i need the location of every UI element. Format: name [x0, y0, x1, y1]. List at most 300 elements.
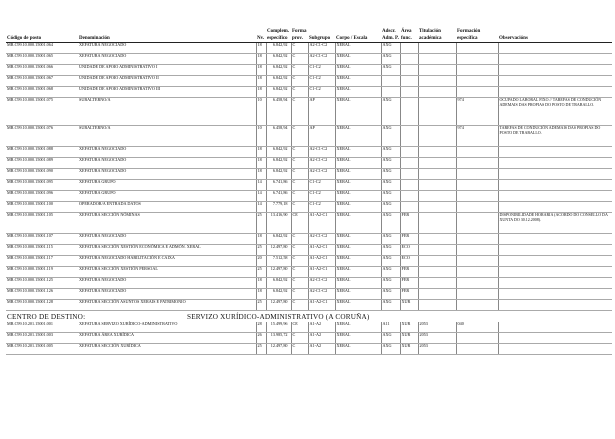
row-area: FER: [400, 213, 418, 234]
row-notes: [498, 180, 612, 191]
row-training: [456, 289, 498, 300]
table-row: [6, 65, 612, 76]
row-subgroup: A2-C1-C2: [308, 278, 335, 289]
row-body: XERAL: [335, 322, 381, 333]
row-name: XEFATURA SECCIÓN XURÍDICA: [78, 343, 256, 354]
row-subgroup: C1-C2: [308, 76, 335, 87]
row-notes: [498, 158, 612, 169]
row-area: [400, 65, 418, 76]
row-code: MR.C99.10.201.15001.005: [6, 343, 78, 354]
row-code: MR.C99.10.000.15001.096: [6, 191, 78, 202]
row-body: XERAL: [335, 169, 381, 180]
row-area: XUR: [400, 300, 418, 311]
header-training-top: Formación: [457, 29, 481, 34]
row-complement: 6.741,86: [266, 180, 291, 191]
row-admin: AXG: [381, 202, 400, 213]
row-name: XEFATURA NEGOCIADO: [78, 234, 256, 245]
row-code: MR.C99.10.000.15001.076: [6, 126, 78, 147]
row-notes: [498, 191, 612, 202]
row-code: MR.C99.10.000.15001.128: [6, 300, 78, 311]
row-body: XERAL: [335, 43, 381, 54]
row-name: XEFATURA SERVIZO XURÍDICO-ADMINISTRATIVO: [78, 322, 256, 333]
row-complement: 6.842,92: [266, 87, 291, 98]
row-subgroup: AP: [308, 126, 335, 147]
row-notes: [498, 322, 612, 333]
table-row: [6, 256, 612, 267]
row-form: C: [291, 300, 308, 311]
row-name: OPERADOR/A ENTRADA DATOS: [78, 202, 256, 213]
table-row: [6, 191, 612, 202]
row-training: [456, 278, 498, 289]
row-level: 26: [256, 332, 266, 343]
row-notes: [498, 343, 612, 354]
row-admin: AXG: [381, 213, 400, 234]
table-row: [6, 343, 612, 354]
row-training: [456, 202, 498, 213]
table-body-main: [6, 43, 612, 311]
row-area: [400, 98, 418, 126]
row-body: XERAL: [335, 65, 381, 76]
row-complement: 12.497,80: [266, 267, 291, 278]
row-admin: AXG: [381, 267, 400, 278]
row-degree: [418, 245, 456, 256]
positions-table: [6, 28, 612, 355]
row-name: XEFATURA NEGOCIADO HABILITACIÓN E CAIXA: [78, 256, 256, 267]
row-notes: [498, 300, 612, 311]
row-admin: AXG: [381, 191, 400, 202]
row-training: 974: [456, 126, 498, 147]
row-body: XERAL: [335, 213, 381, 234]
row-code: MR.C99.10.000.15001.095: [6, 180, 78, 191]
row-form: CE: [291, 322, 308, 333]
row-form: C: [291, 169, 308, 180]
row-subgroup: A1-A2-C1: [308, 213, 335, 234]
row-level: 18: [256, 158, 266, 169]
header-complement-bottom: específico: [266, 35, 291, 43]
row-form: CE: [291, 213, 308, 234]
row-name: XEFATURA SECCIÓN XESTIÓN PERSOAL: [78, 267, 256, 278]
row-level: 25: [256, 300, 266, 311]
row-level: 18: [256, 87, 266, 98]
row-admin: A11: [381, 322, 400, 333]
table-row: [6, 289, 612, 300]
table-row: [6, 43, 612, 54]
row-degree: [418, 180, 456, 191]
row-body: XERAL: [335, 300, 381, 311]
row-level: 25: [256, 343, 266, 354]
row-area: [400, 147, 418, 158]
header-body: Corpo / Escala: [335, 35, 381, 43]
row-subgroup: A1-A2-C1: [308, 256, 335, 267]
row-code: MR.C99.10.201.15001.001: [6, 322, 78, 333]
table-row: [6, 245, 612, 256]
row-area: FER: [400, 289, 418, 300]
table-row: [6, 98, 612, 126]
row-name: XEFATURA SECCIÓN XESTIÓN ECONÓMICA E ADMÓN. XERAL: [78, 245, 256, 256]
row-code: MR.C99.10.000.15001.075: [6, 98, 78, 126]
row-body: XERAL: [335, 245, 381, 256]
row-area: [400, 87, 418, 98]
row-level: 18: [256, 54, 266, 65]
row-level: 18: [256, 76, 266, 87]
row-notes: [498, 289, 612, 300]
row-training: [456, 65, 498, 76]
table-row: [6, 278, 612, 289]
row-subgroup: AP: [308, 98, 335, 126]
row-body: XERAL: [335, 289, 381, 300]
row-code: MR.C99.10.000.15001.125: [6, 278, 78, 289]
row-area: FER: [400, 278, 418, 289]
row-admin: AXG: [381, 65, 400, 76]
row-code: MR.C99.10.000.15001.065: [6, 54, 78, 65]
row-subgroup: C1-C2: [308, 191, 335, 202]
row-code: MR.C99.10.000.15001.088: [6, 147, 78, 158]
row-notes: [498, 234, 612, 245]
row-body: XERAL: [335, 278, 381, 289]
centre-label: CENTRO DE DESTINO:: [7, 313, 86, 321]
row-admin: AXG: [381, 43, 400, 54]
row-subgroup: A1-A2-C1: [308, 267, 335, 278]
row-body: XERAL: [335, 98, 381, 126]
row-subgroup: C1-C2: [308, 180, 335, 191]
row-subgroup: A1-A2: [308, 343, 335, 354]
row-name: XEFATURA SECCIÓN NÓMINAS: [78, 213, 256, 234]
row-subgroup: A1-A2-C1: [308, 300, 335, 311]
row-degree: [418, 169, 456, 180]
row-area: XUR: [400, 332, 418, 343]
row-code: MR.C99.10.000.15001.067: [6, 76, 78, 87]
row-form: C: [291, 267, 308, 278]
row-degree: [418, 300, 456, 311]
table-header: [6, 28, 612, 43]
row-form: C: [291, 180, 308, 191]
row-subgroup: A2-C1-C2: [308, 147, 335, 158]
row-training: [456, 256, 498, 267]
table-row: [6, 213, 612, 234]
row-code: MR.C99.10.000.15001.115: [6, 245, 78, 256]
row-name: XEFATURA GRUPO: [78, 180, 256, 191]
row-level: 10: [256, 98, 266, 126]
row-code: MR.C99.10.000.15001.100: [6, 202, 78, 213]
row-area: [400, 158, 418, 169]
row-training: [456, 267, 498, 278]
row-form: C: [291, 65, 308, 76]
row-training: [456, 43, 498, 54]
row-degree: [418, 256, 456, 267]
row-notes: [498, 147, 612, 158]
row-training: [456, 158, 498, 169]
row-area: FER: [400, 234, 418, 245]
row-body: XERAL: [335, 180, 381, 191]
row-degree: [418, 126, 456, 147]
row-name: XEFATURA NEGOCIADO: [78, 289, 256, 300]
row-degree: [418, 158, 456, 169]
row-complement: 6.842,92: [266, 169, 291, 180]
row-notes: [498, 267, 612, 278]
row-complement: 6.458,94: [266, 98, 291, 126]
row-admin: AXG: [381, 343, 400, 354]
row-admin: AXG: [381, 54, 400, 65]
row-admin: AXG: [381, 245, 400, 256]
row-level: 18: [256, 169, 266, 180]
row-form: C: [291, 343, 308, 354]
row-degree: [418, 267, 456, 278]
row-complement: 6.842,92: [266, 158, 291, 169]
row-admin: AXG: [381, 289, 400, 300]
row-code: MR.C99.10.000.15001.107: [6, 234, 78, 245]
row-area: [400, 202, 418, 213]
row-degree: [418, 278, 456, 289]
row-form: C: [291, 289, 308, 300]
row-subgroup: A2-C1-C2: [308, 54, 335, 65]
row-name: XEFATURA NEGOCIADO: [78, 43, 256, 54]
table-row: [6, 300, 612, 311]
row-form: C: [291, 87, 308, 98]
row-body: XERAL: [335, 87, 381, 98]
row-name: SUBALTERNO/A: [78, 98, 256, 126]
row-notes: [498, 43, 612, 54]
row-level: 18: [256, 43, 266, 54]
row-code: MR.C99.10.000.15001.126: [6, 289, 78, 300]
row-notes: [498, 76, 612, 87]
header-name: Denominación: [78, 35, 256, 43]
row-form: C: [291, 202, 308, 213]
header-form-top: Forma: [292, 29, 307, 34]
row-code: MR.C99.10.000.15001.066: [6, 65, 78, 76]
row-degree: [418, 76, 456, 87]
table-row: [6, 234, 612, 245]
row-subgroup: A2-C1-C2: [308, 43, 335, 54]
row-area: [400, 54, 418, 65]
row-code: MR.C99.10.000.15001.064: [6, 43, 78, 54]
row-complement: 6.842,92: [266, 234, 291, 245]
header-admin-bottom: Adm. P.: [382, 36, 399, 41]
row-admin: AXG: [381, 147, 400, 158]
row-subgroup: C1-C2: [308, 87, 335, 98]
row-admin: AXG: [381, 234, 400, 245]
row-area: [400, 169, 418, 180]
row-subgroup: A2-C1-C2: [308, 289, 335, 300]
row-notes: [498, 169, 612, 180]
row-form: C: [291, 43, 308, 54]
row-level: 18: [256, 234, 266, 245]
table-row: [6, 267, 612, 278]
row-name: XEFATURA NEGOCIADO: [78, 54, 256, 65]
row-area: XUR: [400, 322, 418, 333]
row-degree: [418, 43, 456, 54]
row-area: [400, 191, 418, 202]
header-level: Nv.: [257, 36, 265, 41]
row-admin: AXG: [381, 256, 400, 267]
row-admin: [381, 87, 400, 98]
header-area-bottom: func.: [400, 35, 418, 43]
row-form: C: [291, 191, 308, 202]
row-code: MR.C99.10.000.15001.119: [6, 267, 78, 278]
row-level: 18: [256, 147, 266, 158]
row-notes: [498, 278, 612, 289]
table-row: [6, 158, 612, 169]
row-complement: 13.985,72: [266, 332, 291, 343]
row-subgroup: A1-A2-C1: [308, 245, 335, 256]
row-subgroup: A1-A2: [308, 332, 335, 343]
row-body: XERAL: [335, 267, 381, 278]
row-code: MR.C99.10.000.15001.090: [6, 169, 78, 180]
row-area: [400, 43, 418, 54]
row-name: UNIDADE DE APOIO ADMINISTRATIVO III: [78, 87, 256, 98]
row-body: XERAL: [335, 191, 381, 202]
row-subgroup: A2-C1-C2: [308, 169, 335, 180]
row-form: C: [291, 278, 308, 289]
header-area-top: Área: [401, 29, 412, 34]
row-name: XEFATURA SECCIÓN ASUNTOS XERAIS E PATRIMONIO: [78, 300, 256, 311]
row-level: 18: [256, 289, 266, 300]
row-level: 18: [256, 278, 266, 289]
row-form: C: [291, 76, 308, 87]
row-notes: [498, 256, 612, 267]
row-complement: 6.842,92: [266, 65, 291, 76]
header-admin-top: Adscr.: [382, 29, 396, 34]
table-row: [6, 54, 612, 65]
row-subgroup: C1-C2: [308, 65, 335, 76]
row-degree: [418, 191, 456, 202]
row-body: XERAL: [335, 202, 381, 213]
row-name: XEFATURA GRUPO: [78, 191, 256, 202]
row-form: C: [291, 332, 308, 343]
row-degree: [418, 289, 456, 300]
row-body: XERAL: [335, 256, 381, 267]
row-admin: [381, 76, 400, 87]
row-complement: 6.842,92: [266, 54, 291, 65]
row-training: [456, 87, 498, 98]
row-form: C: [291, 245, 308, 256]
row-form: C: [291, 126, 308, 147]
row-admin: AXG: [381, 278, 400, 289]
row-training: [456, 234, 498, 245]
row-admin: AXG: [381, 98, 400, 126]
row-subgroup: A1-A2: [308, 322, 335, 333]
row-complement: 6.842,92: [266, 289, 291, 300]
row-degree: [418, 213, 456, 234]
row-notes: [498, 202, 612, 213]
row-name: UNIDADE DE APOIO ADMINISTRATIVO II: [78, 76, 256, 87]
row-complement: 15.499,96: [266, 322, 291, 333]
row-notes: [498, 54, 612, 65]
row-notes: [498, 87, 612, 98]
header-subgroup: Subgrupo: [308, 35, 335, 43]
row-complement: 12.497,80: [266, 300, 291, 311]
row-complement: 6.842,92: [266, 76, 291, 87]
row-training: [456, 343, 498, 354]
row-code: MR.C99.10.000.15001.089: [6, 158, 78, 169]
table-row: [6, 202, 612, 213]
row-area: ECO: [400, 245, 418, 256]
row-body: XERAL: [335, 76, 381, 87]
row-level: 25: [256, 213, 266, 234]
row-body: XERAL: [335, 332, 381, 343]
row-notes: OCUPADO LABORAL FIXO // TAREFAS DE CONDUCIÓN ADEMAIS DAS PROPIAS DO POSTO DE TRABALLO.: [498, 98, 612, 126]
row-training: [456, 245, 498, 256]
row-name: XEFATURA NEGOCIADO: [78, 278, 256, 289]
row-training: [456, 76, 498, 87]
row-training: [456, 213, 498, 234]
row-degree: [418, 202, 456, 213]
row-training: [456, 147, 498, 158]
table-row: [6, 180, 612, 191]
row-level: 28: [256, 322, 266, 333]
row-body: XERAL: [335, 234, 381, 245]
row-subgroup: C1-C2: [308, 202, 335, 213]
row-form: C: [291, 158, 308, 169]
row-level: 14: [256, 180, 266, 191]
row-body: XERAL: [335, 147, 381, 158]
row-degree: [418, 98, 456, 126]
row-form: C: [291, 234, 308, 245]
row-notes: [498, 65, 612, 76]
table-row: [6, 332, 612, 343]
row-level: 14: [256, 191, 266, 202]
row-notes: [498, 245, 612, 256]
table-row: [6, 126, 612, 147]
row-name: XEFATURA NEGOCIADO: [78, 169, 256, 180]
row-admin: AXG: [381, 126, 400, 147]
row-name: XEFATURA NEGOCIADO: [78, 147, 256, 158]
header-training-bottom: específica: [456, 35, 498, 43]
header-degree-top: Titulación: [419, 29, 441, 34]
row-name: XEFATURA NEGOCIADO: [78, 158, 256, 169]
row-subgroup: A2-C1-C2: [308, 158, 335, 169]
row-notes: TAREFAS DE CONDUCIÓN ADEMAIS DAS PROPIAS DO POSTO DE TRABALLO.: [498, 126, 612, 147]
row-notes: [498, 332, 612, 343]
table-row: [6, 87, 612, 98]
row-degree: [418, 87, 456, 98]
row-name: SUBALTERNO/A: [78, 126, 256, 147]
row-complement: 12.497,80: [266, 245, 291, 256]
table-row: [6, 169, 612, 180]
row-complement: 12.497,80: [266, 343, 291, 354]
row-complement: 6.741,86: [266, 191, 291, 202]
row-admin: AXG: [381, 158, 400, 169]
row-admin: AXG: [381, 300, 400, 311]
row-training: [456, 54, 498, 65]
row-training: [456, 169, 498, 180]
row-body: XERAL: [335, 343, 381, 354]
row-subgroup: A2-C1-C2: [308, 234, 335, 245]
row-level: 25: [256, 267, 266, 278]
row-area: [400, 180, 418, 191]
row-form: C: [291, 147, 308, 158]
row-training: [456, 332, 498, 343]
row-level: 10: [256, 126, 266, 147]
header-form-bottom: prov.: [291, 35, 308, 43]
row-form: C: [291, 256, 308, 267]
table-row: [6, 76, 612, 87]
centre-name: SERVIZO XURÍDICO-ADMINISTRATIVO (A CORUÑA): [187, 313, 370, 321]
header-degree-bottom: académica: [418, 35, 456, 43]
row-complement: 6.842,92: [266, 147, 291, 158]
row-degree: 2053: [418, 322, 456, 333]
row-form: C: [291, 54, 308, 65]
row-area: XUR: [400, 343, 418, 354]
row-admin: AXG: [381, 169, 400, 180]
row-training: 974: [456, 98, 498, 126]
table-body-centre: [6, 322, 612, 355]
row-complement: 7.779,18: [266, 202, 291, 213]
row-training: [456, 191, 498, 202]
row-level: 25: [256, 245, 266, 256]
table-row: [6, 322, 612, 333]
row-code: MR.C99.10.000.15001.068: [6, 87, 78, 98]
table-row: [6, 147, 612, 158]
